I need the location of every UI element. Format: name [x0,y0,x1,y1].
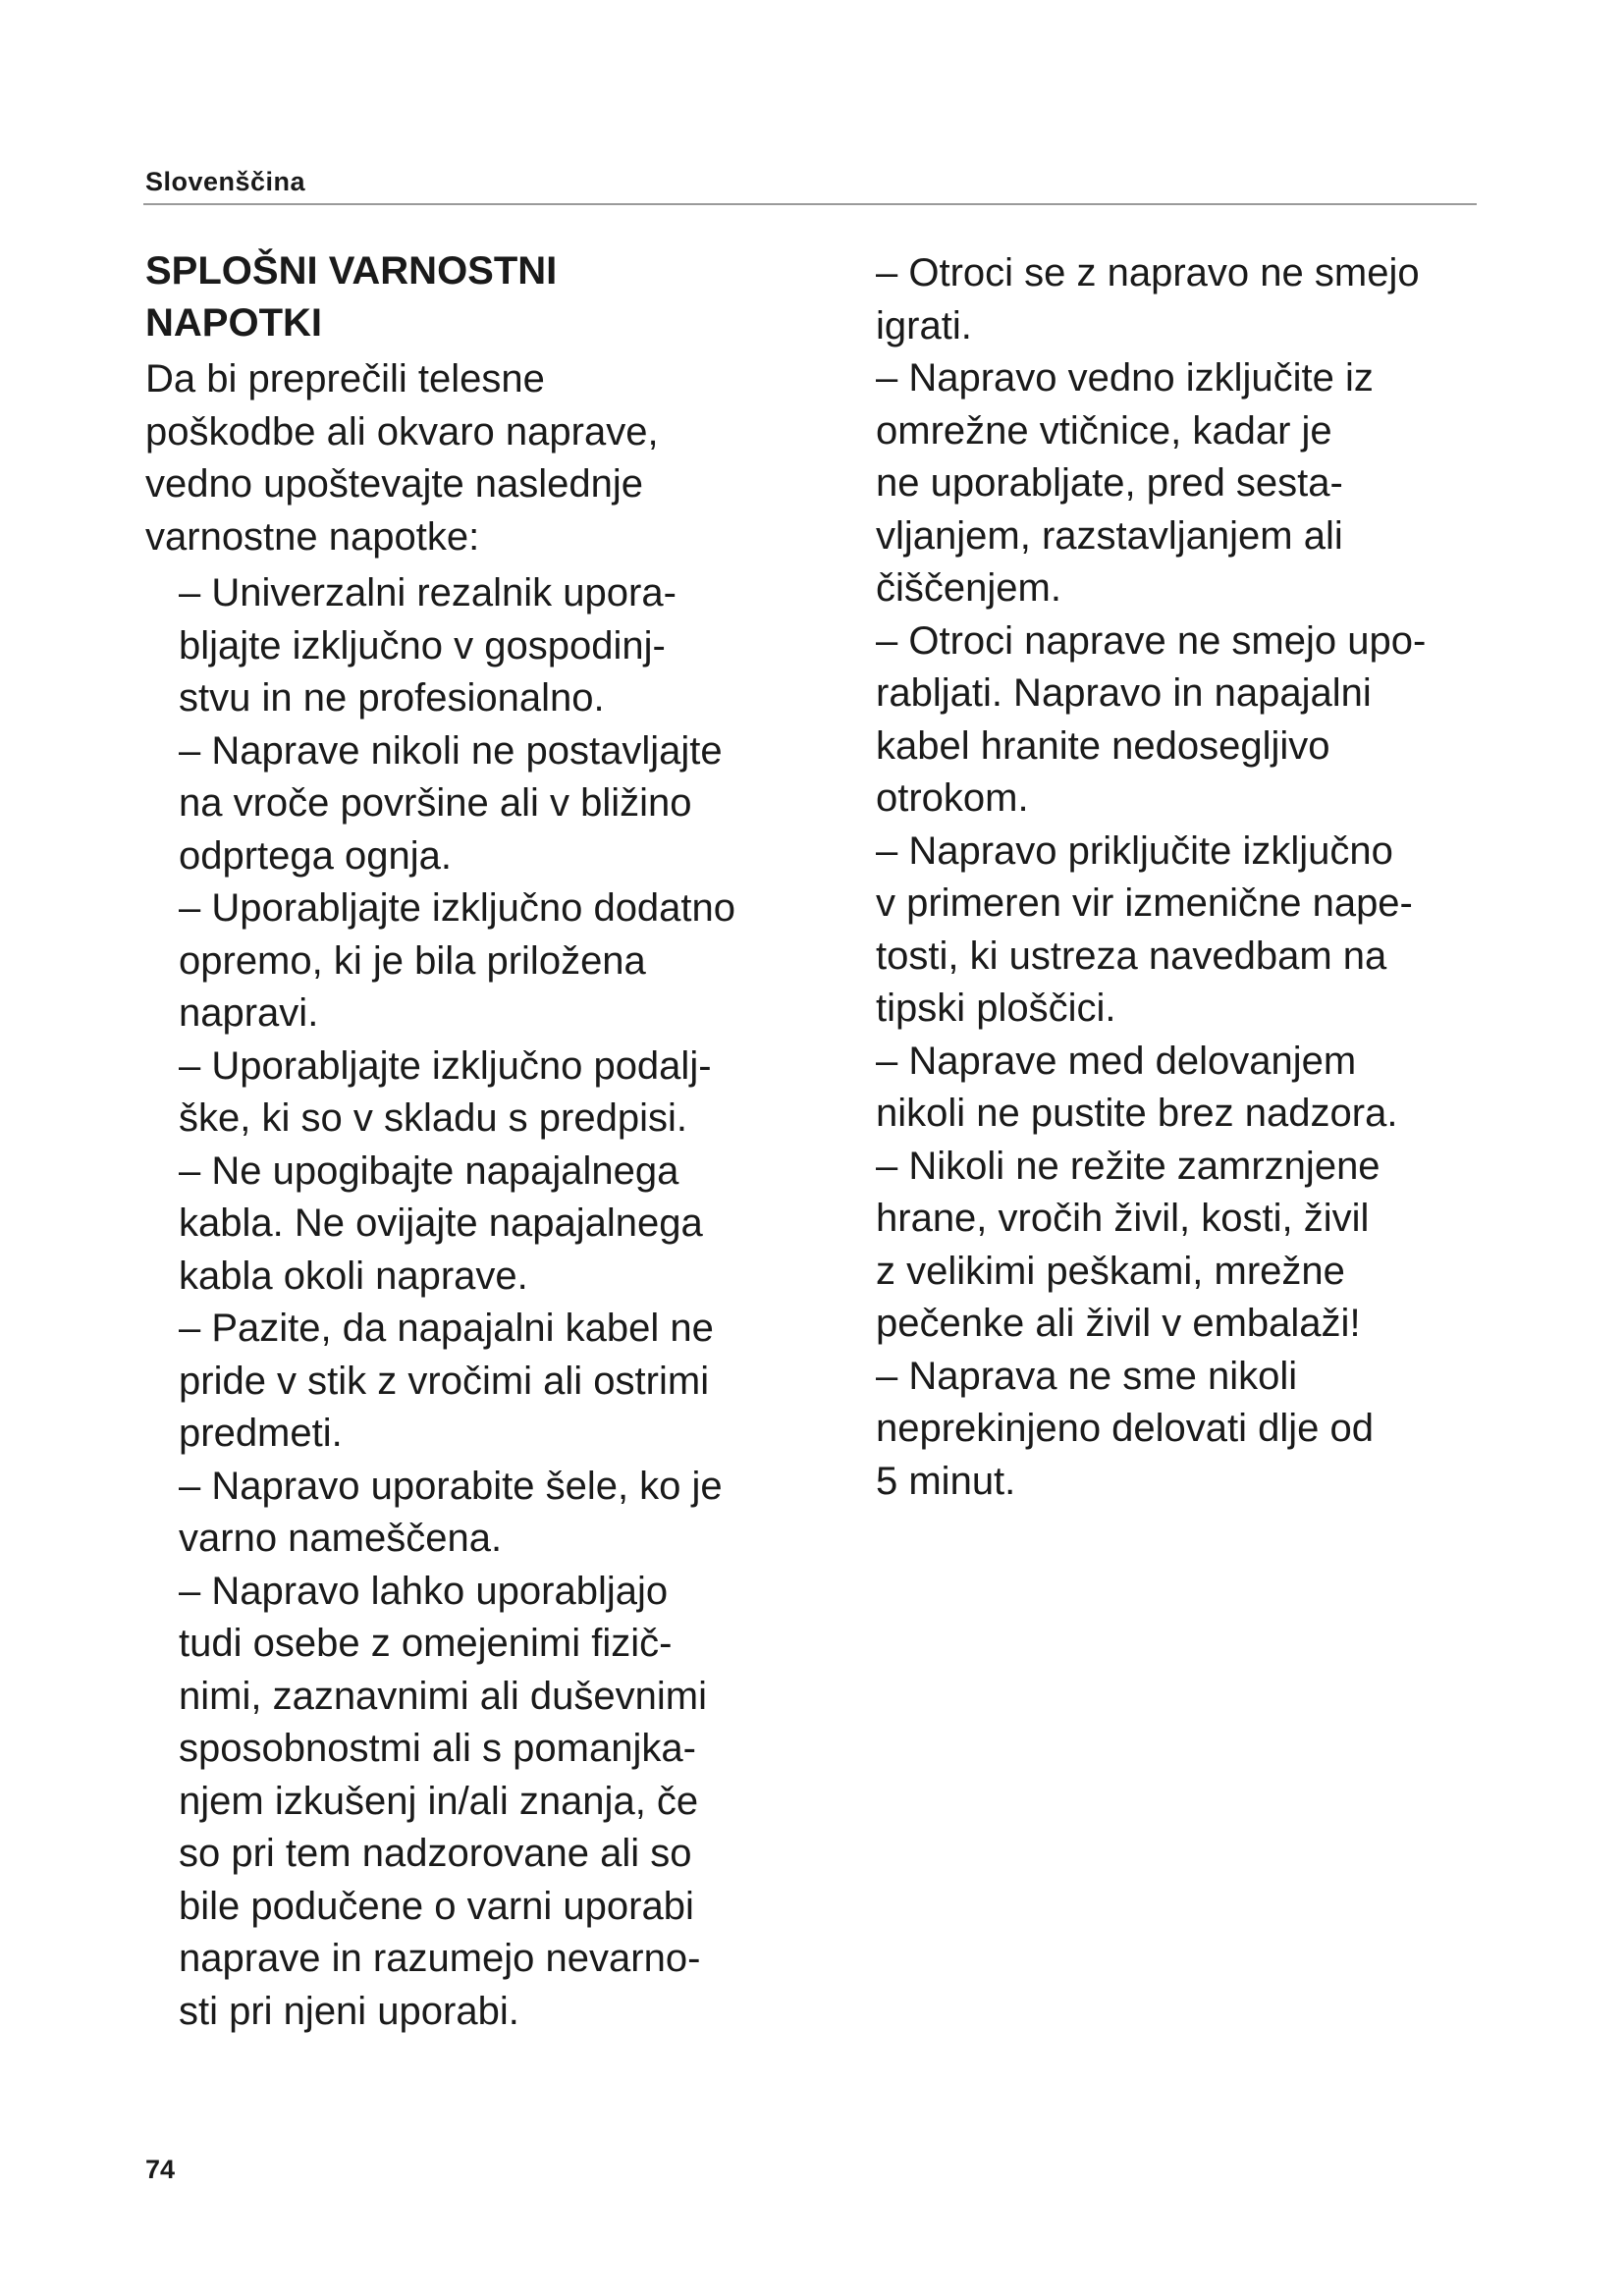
safety-item: – Napravo vedno izključite iz omrežne vtičnice, kadar je ne uporabljate, pred sesta- vljanjem, razstavljanjem ali čiščenjem. [876,356,1374,610]
safety-item: – Uporabljajte izključno podalj- ške, ki so v skladu s predpisi. [179,1043,712,1140]
safety-item: – Napravo priključite izključno v primeren vir izmenične nape- tosti, ki ustreza navedbam na tipski ploščici. [876,828,1413,1030]
safety-item: – Ne upogibajte napajalnega kabla. Ne ovijajte napajalnega kabla okoli naprave. [179,1148,703,1298]
safety-item: – Univerzalni rezalnik upora- bljajte izključno v gospodinj- stvu in ne profesionalno. [179,571,677,720]
intro-paragraph: Da bi preprečili telesne poškodbe ali okvaro naprave, vedno upoštevajte naslednje varnostne napotke: [145,357,659,559]
safety-item: – Uporabljajte izključno dodatno opremo, ki je bila priložena napravi. [179,886,736,1035]
section-title: SPLOŠNI VARNOSTNI NAPOTKI [145,249,558,345]
safety-item: – Pazite, da napajalni kabel ne pride v stik z vročimi ali ostrimi predmeti. [179,1307,714,1455]
section-language-label: Slovenščina [145,167,306,196]
right-column [876,247,1504,1508]
safety-item: – Naprave nikoli ne postavljajte na vroče površine ali v bližino odprtega ognja. [179,728,723,878]
safety-item: – Naprava ne sme nikoli neprekinjeno delovati dlje od 5 minut. [876,1354,1375,1503]
header-divider [143,203,1477,205]
safety-item: – Napravo uporabite šele, ko je varno nameščena. [179,1464,723,1560]
safety-item: – Napravo lahko uporabljajo tudi osebe z omejenimi fizič- nimi, zaznavnimi ali duševnimi sposobnostmi ali s pomanjka- njem izkušenj in/ali znanja, če so pri tem nadzorovane ali so bile podučene o varni uporabi naprave in razumejo nevarno- sti pri njeni uporabi. [179,1569,707,2033]
safety-item: – Otroci naprave ne smejo upo- rabljati. Napravo in napajalni kabel hranite nedosegljivo otrokom. [876,618,1427,820]
safety-item: – Naprave med delovanjem nikoli ne pustite brez nadzora. [876,1039,1398,1135]
safety-item: – Nikoli ne režite zamrznjene hrane, vročih živil, kosti, živil z velikimi peškami, mrežne pečenke ali živil v embalaži! [876,1144,1380,1345]
page-number: 74 [145,2155,176,2184]
left-column [145,245,833,2038]
safety-item: – Otroci se z napravo ne smejo igrati. [876,251,1420,347]
